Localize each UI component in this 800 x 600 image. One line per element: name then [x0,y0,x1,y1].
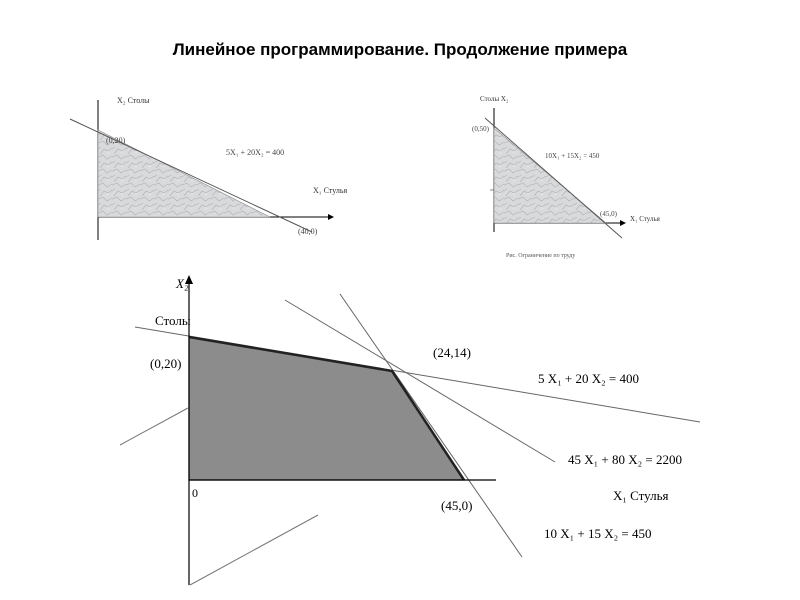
y-axis-label: Столы X₂ [480,95,509,103]
vertex-a-label: (0,20) [150,356,182,371]
small-right-figure [472,95,661,259]
small-left-figure [70,96,347,240]
x-axis-label: X₁ Стулья [613,488,669,503]
y-axis-name: Столы [155,313,191,328]
point-bottom-label: (40,0) [298,227,318,236]
objective-line-2 [190,515,318,585]
caption: Рис. Ограничение по труду [506,253,576,259]
x-arrow-icon [328,214,334,220]
x-arrow-icon [620,220,626,226]
constraint-3-label: 10 X₁ + 15 X₂ = 450 [544,526,652,541]
point-top-label: (0,20) [106,136,126,145]
objective-line-1 [120,408,188,445]
origin-label: 0 [192,486,198,500]
y-axis-label: X₂ [176,276,189,291]
y-axis-label: X₂ Столы [117,96,150,105]
feasible-region [189,337,464,480]
point-bottom-label: (45,0) [600,210,617,218]
x-axis-label: X₁ Стулья [313,186,348,195]
point-top-label: (0,50) [472,125,489,133]
x-axis-label: X₁ Стулья [630,215,660,223]
constraint-2-label: 45 X₁ + 80 X₂ = 2200 [568,452,683,467]
constraint-1-label: 5 X₁ + 20 X₂ = 400 [538,371,640,386]
slide-title: Линейное программирование. Продолжение примера [172,40,628,59]
constraint-label: 10X₁ + 15X₂ = 450 [545,152,600,160]
constraint-label: 5X₁ + 20X₂ = 400 [226,148,285,157]
vertex-b-label: (24,14) [433,345,471,360]
main-figure [120,275,700,585]
vertex-c-label: (45,0) [441,498,473,513]
